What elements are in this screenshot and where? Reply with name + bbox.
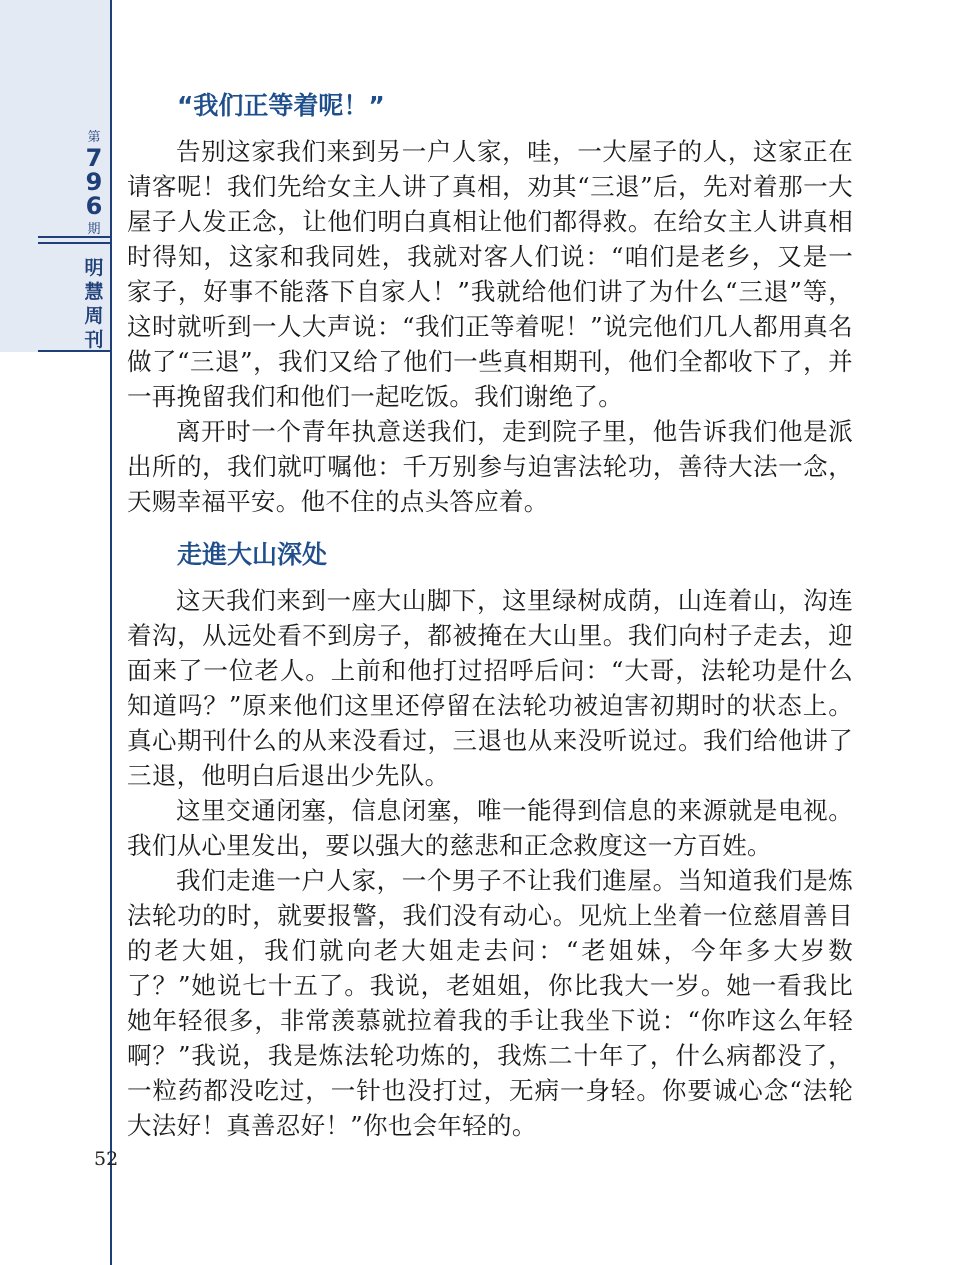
issue-prefix: 第: [87, 130, 101, 145]
paragraph: 我们走進一户人家，一个男子不让我们進屋。当知道我们是炼法轮功的时，就要报警，我们没有动心。见炕上坐着一位慈眉善目的老大姐，我们就向老大姐走去问：“老姐妹，今年多大岁数了？”她说七十五了。我说，老姐姐，你比我大一岁。她一看我比她年轻很多，非常羡慕就拉着我的手让我坐下说：“你咋这么年轻啊？”我说，我是炼法轮功炼的，我炼二十年了，什么病都没了，一粒药都没吃过，一针也没打过，无病一身轻。你要诚心念“法轮大法好！真善忍好！”你也会年轻的。: [127, 866, 853, 1140]
issue-number: [80, 146, 108, 218]
publication-char: 刊: [84, 329, 104, 351]
publication-char: 明: [84, 257, 104, 279]
paragraph: 这天我们来到一座大山脚下，这里绿树成荫，山连着山，沟连着沟，从远处看不到房子，都被掩在大山里。我们向村子走去，迎面来了一位老人。上前和他打过招呼后问：“大哥，法轮功是什么知道吗？”原来他们这里还停留在法轮功被迫害初期时的状态上。真心期刊什么的从来没看过，三退也从来没听说过。我们给他讲了三退，他明白后退出少先队。: [127, 586, 853, 790]
publication-char: 周: [84, 305, 104, 327]
divider: [38, 242, 112, 244]
section-heading: “我们正等着呢！”: [177, 91, 385, 120]
paragraph: 这里交通闭塞，信息闭塞，唯一能得到信息的来源就是电视。我们从心里发出，要以强大的慈悲和正念救度这一方百姓。: [127, 796, 853, 860]
issue-digit: 6: [85, 192, 103, 220]
article-body: [127, 84, 853, 1143]
issue-digit: 9: [85, 168, 103, 196]
page-number: 52: [94, 1148, 119, 1170]
margin-rule: [110, 0, 112, 1265]
issue-digit: 7: [85, 144, 103, 172]
publication-name: [80, 256, 108, 352]
publication-char: 慧: [84, 281, 104, 303]
paragraph: 告别这家我们来到另一户人家，哇，一大屋子的人，这家正在请客呢！我们先给女主人讲了真相，劝其“三退”后，先对着那一大屋子人发正念，让他们明白真相让他们都得救。在给女主人讲真相时得知，这家和我同姓，我就对客人们说：“咱们是老乡，又是一家子，好事不能落下自家人！”我就给他们讲了为什么“三退”等，这时就听到一人大声说：“我们正等着呢！”说完他们几人都用真名做了“三退”，我们又给了他们一些真相期刊，他们全都收下了，并一再挽留我们和他们一起吃饭。我们谢绝了。: [127, 137, 853, 411]
paragraph: 离开时一个青年执意送我们，走到院子里，他告诉我们他是派出所的，我们就叮嘱他：千万别参与迫害法轮功，善待大法一念，天赐幸福平安。他不住的点头答应着。: [127, 417, 853, 516]
issue-suffix: 期: [87, 222, 101, 237]
section-heading: 走進大山深处: [177, 540, 328, 569]
